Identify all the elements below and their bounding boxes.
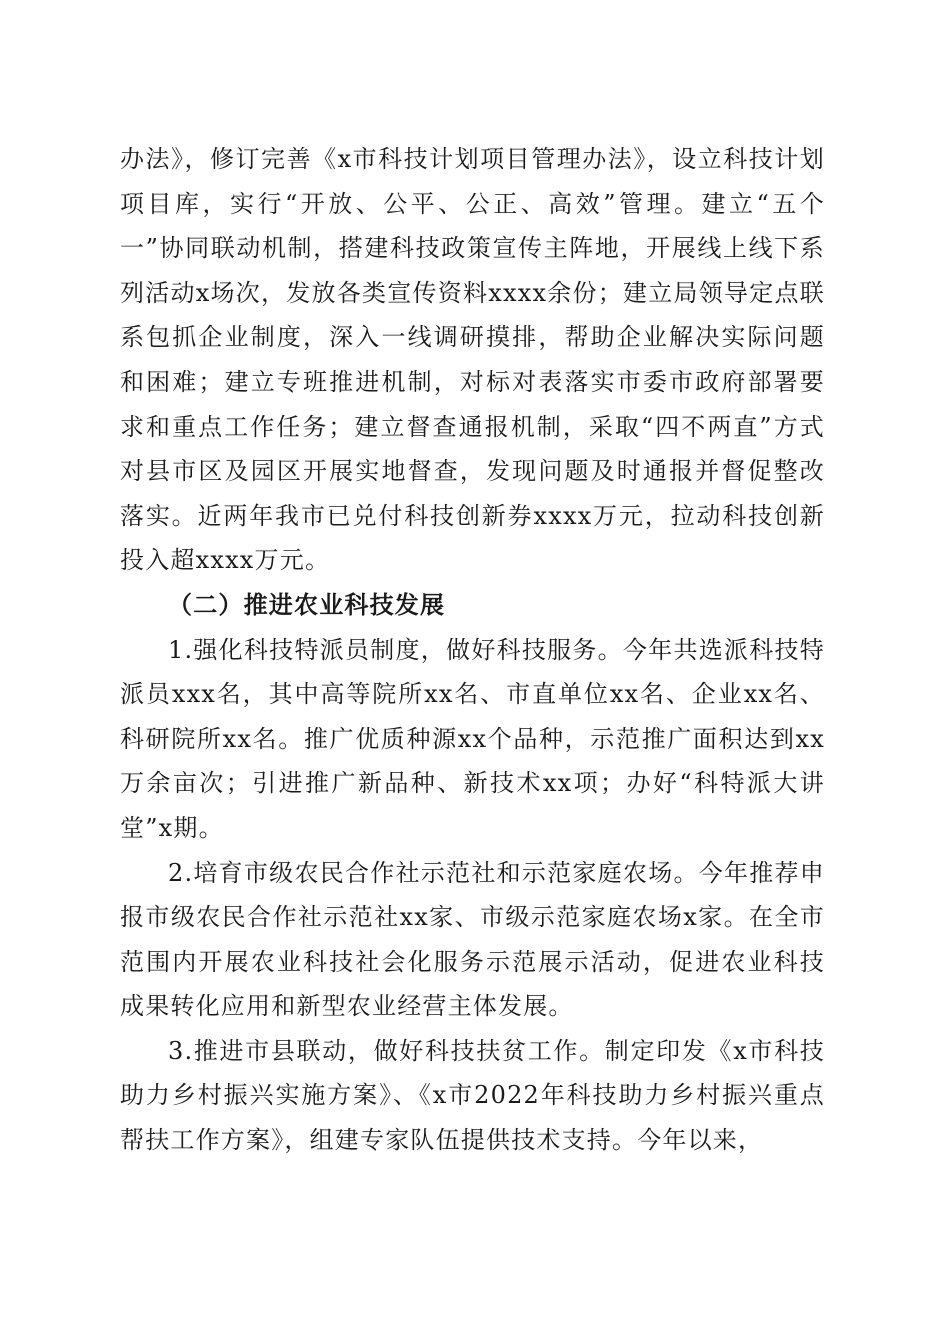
paragraph-item-1: 1.强化科技特派员制度，做好科技服务。今年共选派科技特派员xxx名，其中高等院所xx名、市直单位xx名、企业xx名、科研院所xx名。推广优质种源xx个品种，示范推广面积达到xx万余亩次；引进推广新品种、新技术xx项；办好“科特派大讲堂”x期。	[120, 635, 825, 842]
document-body	[120, 137, 825, 1163]
paragraph-item-3: 3.推进市县联动，做好科技扶贫工作。制定印发《x市科技助力乡村振兴实施方案》、《x市2022年科技助力乡村振兴重点帮扶工作方案》，组建专家队伍提供技术支持。今年以来，	[120, 1036, 825, 1155]
paragraph-continuation: 办法》，修订完善《x市科技计划项目管理办法》，设立科技计划项目库，实行“开放、公平、公正、高效”管理。建立“五个一”协同联动机制，搭建科技政策宣传主阵地，开展线上线下系列活动x场次，发放各类宣传资料xxxx余份；建立局领导定点联系包抓企业制度，深入一线调研摸排，帮助企业解决实际问题和困难；建立专班推进机制，对标对表落实市委市政府部署要求和重点工作任务；建立督查通报机制，采取“四不两直”方式对县市区及园区开展实地督查，发现问题及时通报并督促整改落实。近两年我市已兑付科技创新券xxxx万元，拉动科技创新投入超xxxx万元。	[120, 145, 825, 575]
paragraph-item-2: 2.培育市级农民合作社示范社和示范家庭农场。今年推荐申报市级农民合作社示范社xx家、市级示范家庭农场x家。在全市范围内开展农业科技社会化服务示范展示活动，促进农业科技成果转化应用和新型农业经营主体发展。	[120, 858, 825, 1021]
section-heading-agri-tech: （二）推进农业科技发展	[168, 589, 446, 619]
